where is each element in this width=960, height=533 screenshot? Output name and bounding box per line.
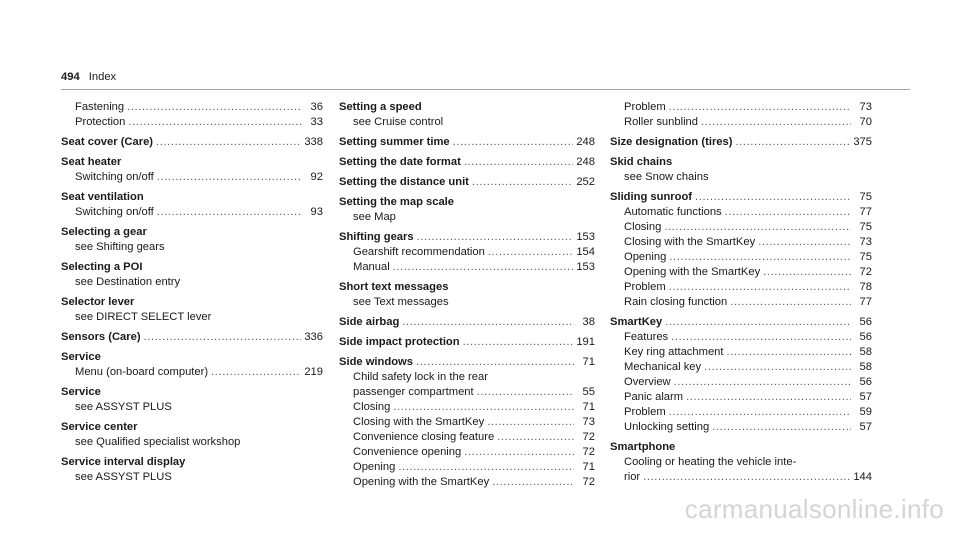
index-term: Side windows — [339, 356, 413, 368]
index-term: Selecting a gear — [61, 226, 147, 238]
index-subentry — [61, 310, 323, 325]
index-subterm: Roller sunblind — [624, 116, 699, 128]
index-subterm: Opening — [353, 461, 396, 473]
dot-leader — [669, 280, 851, 295]
index-subterm: see ASSYST PLUS — [75, 401, 172, 413]
index-subterm: Closing — [353, 401, 391, 413]
page-reference: 71 — [582, 356, 595, 368]
index-entry — [339, 355, 595, 490]
index-entry — [61, 350, 323, 380]
index-heading-row — [339, 175, 595, 190]
dot-leader — [664, 220, 851, 235]
index-subterm: Child safety lock in the rear — [353, 371, 488, 383]
page-reference: 336 — [304, 331, 323, 343]
index-heading-row — [61, 295, 323, 310]
index-subentry — [61, 115, 323, 130]
index-term: Service — [61, 386, 101, 398]
index-entry — [339, 100, 595, 130]
index-entry — [610, 100, 872, 130]
index-subentry — [610, 280, 872, 295]
index-heading-row — [339, 155, 595, 170]
dot-leader — [128, 115, 302, 130]
index-subentry — [61, 400, 323, 415]
index-subterm: Opening with the SmartKey — [353, 476, 490, 488]
index-subterm: see ASSYST PLUS — [75, 471, 172, 483]
dot-leader — [492, 475, 574, 490]
page-reference: 144 — [853, 471, 872, 483]
index-subterm: Key ring attachment — [624, 346, 724, 358]
index-subentry — [610, 235, 872, 250]
page-reference: 375 — [853, 136, 872, 148]
dot-leader — [730, 295, 851, 310]
index-subterm: Convenience opening — [353, 446, 462, 458]
index-entry — [61, 135, 323, 150]
page-reference: 56 — [859, 316, 872, 328]
index-subentry — [339, 415, 595, 430]
index-subterm: rior — [624, 471, 641, 483]
index-heading-row — [610, 135, 872, 150]
index-subentry — [610, 220, 872, 235]
index-subentry — [339, 295, 595, 310]
index-term: Service — [61, 351, 101, 363]
index-heading-row — [610, 315, 872, 330]
dot-leader — [665, 315, 851, 330]
header-divider — [61, 89, 910, 90]
index-term: Shifting gears — [339, 231, 414, 243]
dot-leader — [488, 245, 574, 260]
index-subterm: Gearshift recommendation — [353, 246, 485, 258]
page-reference: 93 — [310, 206, 323, 218]
index-entry — [610, 440, 872, 485]
index-subterm: Automatic functions — [624, 206, 722, 218]
dot-leader — [417, 230, 574, 245]
index-subterm: Switching on/off — [75, 171, 154, 183]
index-term: Setting summer time — [339, 136, 450, 148]
page-reference: 248 — [576, 156, 595, 168]
index-subentry — [610, 360, 872, 375]
index-heading-row — [339, 280, 595, 295]
page-reference: 56 — [859, 376, 872, 388]
index-heading-row — [610, 155, 872, 170]
index-subentry — [610, 345, 872, 360]
page-number: 494 — [61, 71, 80, 83]
index-subentry — [610, 375, 872, 390]
index-subterm: Closing with the SmartKey — [624, 236, 756, 248]
page-reference: 252 — [576, 176, 595, 188]
page-reference: 338 — [304, 136, 323, 148]
index-entry — [61, 155, 323, 185]
index-subentry — [61, 365, 323, 380]
index-subentry — [339, 210, 595, 225]
page-reference: 36 — [310, 101, 323, 113]
index-subentry — [610, 295, 872, 310]
index-subterm: Features — [624, 331, 669, 343]
index-entry — [339, 155, 595, 170]
dot-leader — [453, 135, 574, 150]
dot-leader — [712, 420, 851, 435]
dot-leader — [727, 345, 852, 360]
page-reference: 57 — [859, 421, 872, 433]
index-entry — [610, 190, 872, 310]
index-entry — [339, 135, 595, 150]
page-reference: 248 — [576, 136, 595, 148]
index-term: Sliding sunroof — [610, 191, 693, 203]
index-heading-row — [339, 335, 595, 350]
index-entry — [339, 315, 595, 330]
index-subterm: Convenience closing feature — [353, 431, 495, 443]
index-subterm: passenger compartment — [353, 386, 474, 398]
page-reference: 56 — [859, 331, 872, 343]
index-heading-row — [61, 455, 323, 470]
dot-leader — [669, 250, 851, 265]
dot-leader — [463, 335, 574, 350]
index-entry — [61, 455, 323, 485]
index-subentry — [339, 370, 595, 385]
index-subentry — [61, 470, 323, 485]
dot-leader — [695, 190, 851, 205]
dot-leader — [211, 365, 301, 380]
dot-leader — [157, 205, 302, 220]
index-subentry — [61, 170, 323, 185]
index-heading-row — [61, 155, 323, 170]
index-subentry — [610, 330, 872, 345]
index-subentry — [339, 400, 595, 415]
index-entry — [339, 335, 595, 350]
index-term: Short text messages — [339, 281, 449, 293]
index-subentry — [610, 250, 872, 265]
dot-leader — [701, 115, 851, 130]
dot-leader — [671, 330, 851, 345]
page-reference: 59 — [859, 406, 872, 418]
page-reference: 72 — [582, 476, 595, 488]
page-reference: 58 — [859, 361, 872, 373]
index-term: Setting the date format — [339, 156, 461, 168]
index-subentry — [610, 455, 872, 470]
index-term: Service center — [61, 421, 138, 433]
index-subterm: Unlocking setting — [624, 421, 710, 433]
index-entry — [61, 225, 323, 255]
index-entry — [339, 230, 595, 275]
page-reference: 77 — [859, 206, 872, 218]
index-entry — [61, 330, 323, 345]
index-subterm: Protection — [75, 116, 126, 128]
index-term: Size designation (tires) — [610, 136, 733, 148]
page-reference: 72 — [859, 266, 872, 278]
index-column-1 — [61, 100, 323, 490]
index-subterm: see Shifting gears — [75, 241, 165, 253]
index-entry — [610, 135, 872, 150]
page-reference: 73 — [582, 416, 595, 428]
index-subentry — [339, 115, 595, 130]
index-heading-row — [61, 350, 323, 365]
dot-leader — [477, 385, 574, 400]
index-entry — [61, 295, 323, 325]
index-subentry — [339, 430, 595, 445]
index-entry — [61, 260, 323, 290]
index-subterm: Fastening — [75, 101, 125, 113]
index-term: Selector lever — [61, 296, 135, 308]
index-subentry — [339, 475, 595, 490]
dot-leader — [758, 235, 851, 250]
index-subterm: Opening — [624, 251, 667, 263]
dot-leader — [487, 415, 574, 430]
index-term: Seat heater — [61, 156, 122, 168]
dot-leader — [464, 155, 574, 170]
index-entry — [61, 100, 323, 130]
page-reference: 72 — [582, 446, 595, 458]
dot-leader — [393, 260, 574, 275]
index-subterm: Closing — [624, 221, 662, 233]
index-term: Setting a speed — [339, 101, 422, 113]
dot-leader — [643, 470, 850, 485]
page-reference: 57 — [859, 391, 872, 403]
index-subentry — [339, 245, 595, 260]
index-heading-row — [61, 135, 323, 150]
index-subterm: see DIRECT SELECT lever — [75, 311, 212, 323]
index-subentry — [339, 260, 595, 275]
index-heading-row — [61, 225, 323, 240]
index-subentry — [610, 470, 872, 485]
index-heading-row — [61, 330, 323, 345]
page-reference: 72 — [582, 431, 595, 443]
index-subterm: Cooling or heating the vehicle inte- — [624, 456, 797, 468]
page-reference: 153 — [576, 261, 595, 273]
index-subentry — [61, 435, 323, 450]
page-title: Index — [88, 71, 117, 83]
index-subentry — [610, 420, 872, 435]
index-subterm: Rain closing function — [624, 296, 728, 308]
index-subentry — [61, 100, 323, 115]
dot-leader — [156, 135, 301, 150]
index-subterm: see Cruise control — [353, 116, 444, 128]
index-subentry — [610, 205, 872, 220]
index-heading-row — [339, 230, 595, 245]
index-subterm: see Snow chains — [624, 171, 709, 183]
index-subentry — [610, 100, 872, 115]
index-subentry — [610, 265, 872, 280]
dot-leader — [704, 360, 851, 375]
page-reference: 75 — [859, 221, 872, 233]
dot-leader — [735, 135, 850, 150]
index-subterm: Panic alarm — [624, 391, 684, 403]
index-term: SmartKey — [610, 316, 663, 328]
dot-leader — [669, 405, 851, 420]
index-subterm: see Destination entry — [75, 276, 181, 288]
index-subterm: Switching on/off — [75, 206, 154, 218]
index-term: Sensors (Care) — [61, 331, 141, 343]
dot-leader — [686, 390, 851, 405]
index-entry — [61, 190, 323, 220]
index-entry — [610, 155, 872, 185]
page-header — [61, 71, 116, 85]
index-subterm: Overview — [624, 376, 671, 388]
index-entry — [61, 385, 323, 415]
page-reference: 70 — [859, 116, 872, 128]
index-subterm: Problem — [624, 406, 666, 418]
page-reference: 154 — [576, 246, 595, 258]
index-heading-row — [61, 260, 323, 275]
page-reference: 191 — [576, 336, 595, 348]
index-term: Selecting a POI — [61, 261, 143, 273]
dot-leader — [402, 315, 574, 330]
page-reference: 153 — [576, 231, 595, 243]
watermark: carmanualsonline.info — [684, 494, 944, 524]
index-subentry — [610, 115, 872, 130]
index-subterm: Problem — [624, 281, 666, 293]
index-subterm: Closing with the SmartKey — [353, 416, 485, 428]
dot-leader — [674, 375, 851, 390]
page-reference: 75 — [859, 191, 872, 203]
dot-leader — [157, 170, 302, 185]
index-subterm: Problem — [624, 101, 666, 113]
index-entry — [339, 280, 595, 310]
dot-leader — [144, 330, 302, 345]
index-heading-row — [61, 190, 323, 205]
page-reference: 219 — [304, 366, 323, 378]
page-reference: 78 — [859, 281, 872, 293]
index-subterm: Opening with the SmartKey — [624, 266, 761, 278]
index-heading-row — [61, 385, 323, 400]
index-term: Seat ventilation — [61, 191, 144, 203]
index-subterm: Manual — [353, 261, 390, 273]
index-heading-row — [610, 440, 872, 455]
index-term: Setting the map scale — [339, 196, 455, 208]
index-term: Smartphone — [610, 441, 676, 453]
page-reference: 77 — [859, 296, 872, 308]
page-reference: 71 — [582, 401, 595, 413]
index-term: Skid chains — [610, 156, 673, 168]
index-heading-row — [339, 100, 595, 115]
page-reference: 33 — [310, 116, 323, 128]
page-reference: 73 — [859, 236, 872, 248]
page-reference: 71 — [582, 461, 595, 473]
dot-leader — [393, 400, 574, 415]
index-subentry — [339, 385, 595, 400]
index-entry — [610, 315, 872, 435]
dot-leader — [497, 430, 574, 445]
index-subentry — [61, 205, 323, 220]
page-reference: 92 — [310, 171, 323, 183]
page-reference: 75 — [859, 251, 872, 263]
dot-leader — [464, 445, 574, 460]
index-entry — [339, 175, 595, 190]
index-subterm: Menu (on-board computer) — [75, 366, 209, 378]
index-subentry — [339, 460, 595, 475]
index-term: Setting the distance unit — [339, 176, 469, 188]
index-subterm: see Text messages — [353, 296, 449, 308]
index-subentry — [339, 445, 595, 460]
index-column-2 — [339, 100, 595, 495]
page-reference: 73 — [859, 101, 872, 113]
page-reference: 38 — [582, 316, 595, 328]
page-reference: 58 — [859, 346, 872, 358]
index-subentry — [610, 405, 872, 420]
index-term: Side airbag — [339, 316, 400, 328]
dot-leader — [127, 100, 302, 115]
index-subentry — [610, 390, 872, 405]
page-reference: 55 — [582, 386, 595, 398]
index-subentry — [61, 240, 323, 255]
index-term: Service interval display — [61, 456, 186, 468]
dot-leader — [398, 460, 574, 475]
dot-leader — [725, 205, 851, 220]
index-subentry — [61, 275, 323, 290]
index-subterm: see Map — [353, 211, 396, 223]
index-subterm: Mechanical key — [624, 361, 702, 373]
index-term: Side impact protection — [339, 336, 460, 348]
index-heading-row — [339, 135, 595, 150]
dot-leader — [669, 100, 851, 115]
index-heading-row — [610, 190, 872, 205]
index-term: Seat cover (Care) — [61, 136, 154, 148]
index-heading-row — [339, 315, 595, 330]
dot-leader — [416, 355, 574, 370]
dot-leader — [472, 175, 573, 190]
index-entry — [61, 420, 323, 450]
index-heading-row — [61, 420, 323, 435]
index-entry — [339, 195, 595, 225]
index-subentry — [610, 170, 872, 185]
index-heading-row — [339, 195, 595, 210]
index-heading-row — [339, 355, 595, 370]
dot-leader — [763, 265, 851, 280]
index-subterm: see Qualified specialist workshop — [75, 436, 241, 448]
index-column-3 — [610, 100, 872, 490]
